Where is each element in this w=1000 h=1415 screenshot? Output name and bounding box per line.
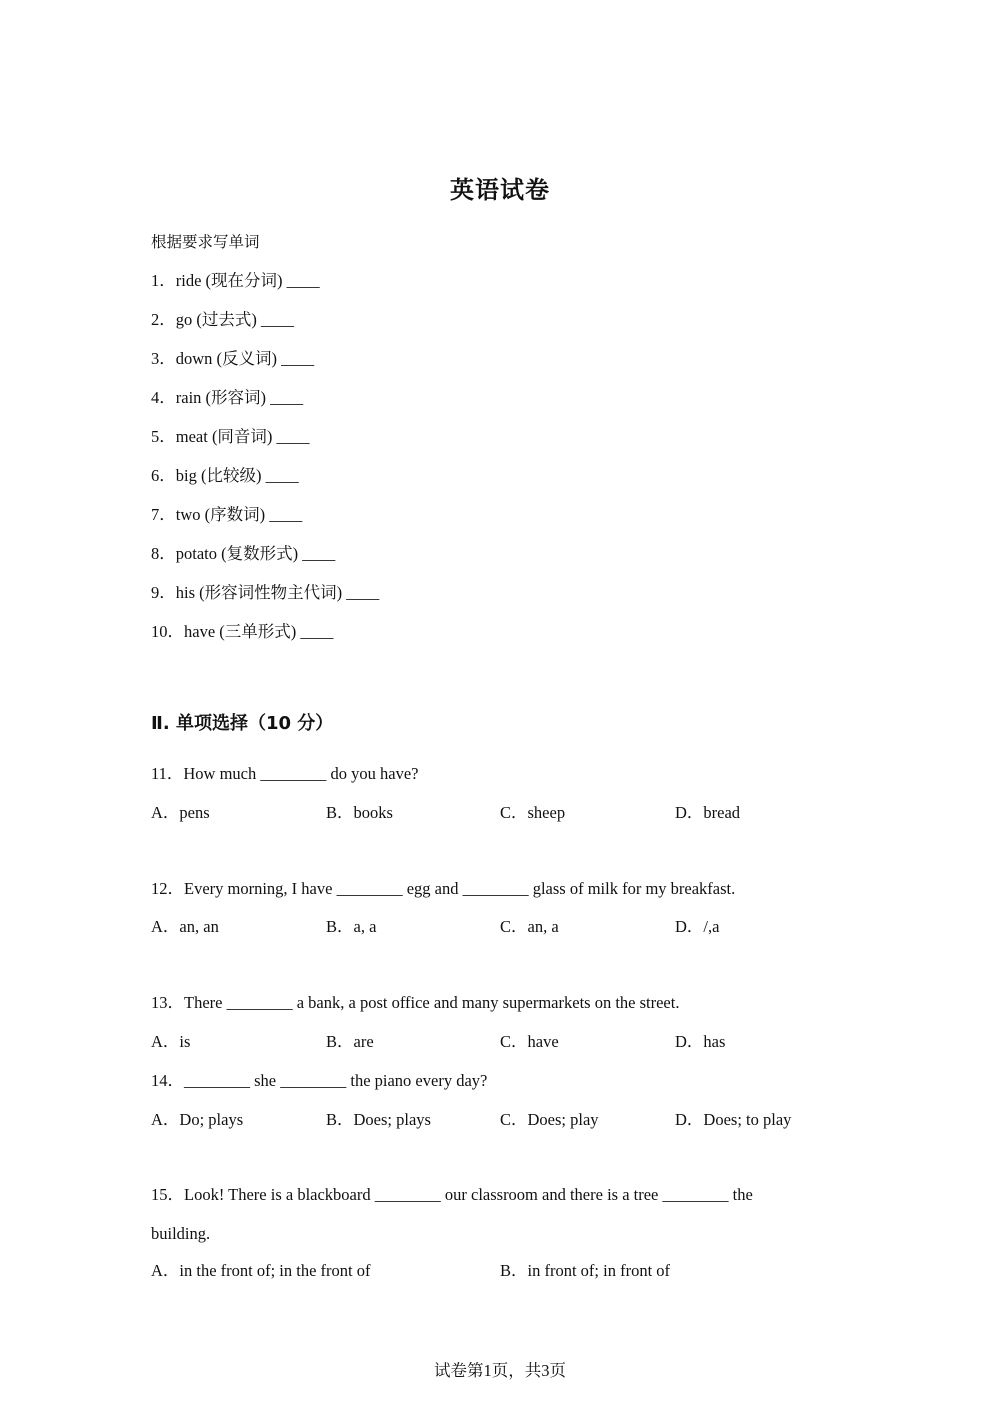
fill-item-3: 3．down (反义词) ____	[151, 349, 315, 368]
question-stem-11: 11．How much ________ do you have?	[151, 764, 419, 783]
fill-item-1: 1．ride (现在分词) ____	[151, 271, 320, 290]
option-b: B．are	[326, 1032, 374, 1051]
page-title: 英语试卷	[450, 176, 550, 204]
fill-item-6: 6．big (比较级) ____	[151, 466, 299, 485]
options-row-15	[151, 1261, 851, 1281]
fill-item-4: 4．rain (形容词) ____	[151, 388, 304, 407]
fill-item-10: 10．have (三单形式) ____	[151, 622, 334, 641]
fill-item-9: 9．his (形容词性物主代词) ____	[151, 583, 380, 602]
question-stem-15: 15．Look! There is a blackboard ________ our classroom and there is a tree ________ the	[151, 1185, 753, 1204]
fill-item-8: 8．potato (复数形式) ____	[151, 544, 336, 563]
option-b: B．in front of; in front of	[500, 1261, 671, 1280]
option-b: B．books	[326, 803, 393, 822]
section1-instruction: 根据要求写单词	[151, 233, 260, 251]
option-c: C．Does; play	[500, 1110, 599, 1129]
option-a: A．is	[151, 1032, 191, 1051]
option-d: D．has	[675, 1032, 726, 1051]
fill-item-7: 7．two (序数词) ____	[151, 505, 303, 524]
option-d: D．Does; to play	[675, 1110, 792, 1129]
question-stem-12: 12．Every morning, I have ________ egg and ________ glass of milk for my breakfast.	[151, 879, 736, 898]
page-footer: 试卷第1页，共3页	[434, 1361, 566, 1380]
option-a: A．an, an	[151, 917, 219, 936]
fill-item-5: 5．meat (同音词) ____	[151, 427, 310, 446]
question-stem-15-cont: building.	[151, 1224, 211, 1243]
option-c: C．have	[500, 1032, 559, 1051]
option-d: D．/,a	[675, 917, 720, 936]
fill-item-2: 2．go (过去式) ____	[151, 310, 294, 329]
option-c: C．an, a	[500, 917, 559, 936]
options-row-11	[151, 803, 851, 823]
options-row-12	[151, 917, 851, 937]
section2-heading: Ⅱ. 单项选择（10 分）	[151, 713, 334, 734]
question-stem-13: 13．There ________ a bank, a post office and many supermarkets on the street.	[151, 993, 680, 1012]
options-row-14	[151, 1110, 851, 1130]
option-a: A．pens	[151, 803, 210, 822]
option-a: A．in the front of; in the front of	[151, 1261, 371, 1280]
option-a: A．Do; plays	[151, 1110, 244, 1129]
option-b: B．Does; plays	[326, 1110, 431, 1129]
options-row-13	[151, 1032, 851, 1052]
option-c: C．sheep	[500, 803, 566, 822]
question-stem-14: 14．________ she ________ the piano every day?	[151, 1071, 488, 1090]
option-d: D．bread	[675, 803, 741, 822]
option-b: B．a, a	[326, 917, 377, 936]
